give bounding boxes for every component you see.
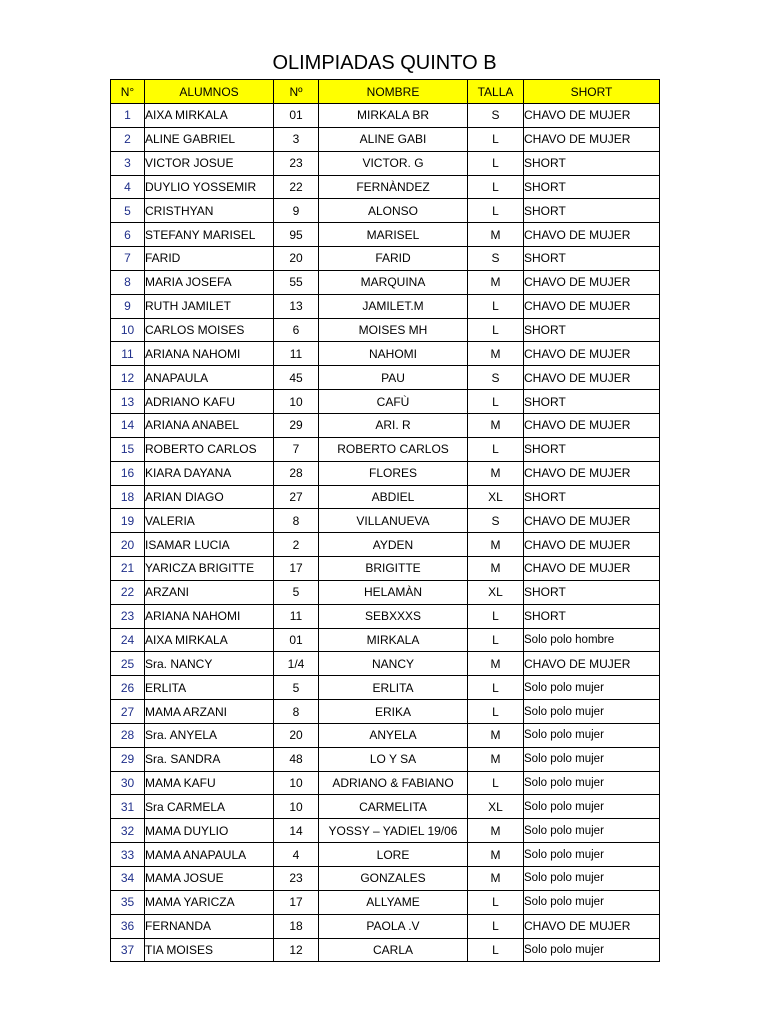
table-row: [111, 270, 660, 294]
table-row: [111, 795, 660, 819]
dorsal-cell: 7: [274, 437, 319, 461]
short-cell: SHORT: [524, 390, 660, 414]
nombre-cell: YOSSY – YADIEL 19/06: [319, 819, 468, 843]
short-cell: SHORT: [524, 580, 660, 604]
short-cell: CHAVO DE MUJER: [524, 914, 660, 938]
nombre-cell: ABDIEL: [319, 485, 468, 509]
short-cell: Solo polo mujer: [524, 676, 660, 700]
alumno-cell: VALERIA: [145, 509, 274, 533]
nombre-cell: ALONSO: [319, 199, 468, 223]
short-cell: CHAVO DE MUJER: [524, 533, 660, 557]
dorsal-cell: 01: [274, 628, 319, 652]
alumno-cell: ERLITA: [145, 676, 274, 700]
table-row: [111, 580, 660, 604]
short-cell: SHORT: [524, 199, 660, 223]
alumno-cell: ANAPAULA: [145, 366, 274, 390]
alumno-cell: FERNANDA: [145, 914, 274, 938]
short-cell: CHAVO DE MUJER: [524, 413, 660, 437]
talla-cell: L: [468, 390, 524, 414]
talla-cell: L: [468, 604, 524, 628]
short-cell: SHORT: [524, 151, 660, 175]
dorsal-cell: 2: [274, 533, 319, 557]
dorsal-cell: 13: [274, 294, 319, 318]
header-talla: TALLA: [468, 80, 524, 104]
dorsal-cell: 18: [274, 914, 319, 938]
talla-cell: M: [468, 533, 524, 557]
nombre-cell: FARID: [319, 247, 468, 271]
dorsal-cell: 5: [274, 580, 319, 604]
alumno-cell: FARID: [145, 247, 274, 271]
alumno-cell: Sra. ANYELA: [145, 723, 274, 747]
talla-cell: M: [468, 223, 524, 247]
row-number: 16: [111, 461, 145, 485]
table-row: [111, 652, 660, 676]
short-cell: Solo polo mujer: [524, 700, 660, 724]
row-number: 3: [111, 151, 145, 175]
talla-cell: L: [468, 890, 524, 914]
alumno-cell: ADRIANO KAFU: [145, 390, 274, 414]
alumno-cell: ARIAN DIAGO: [145, 485, 274, 509]
dorsal-cell: 10: [274, 795, 319, 819]
table-row: [111, 819, 660, 843]
nombre-cell: MIRKALA: [319, 628, 468, 652]
short-cell: CHAVO DE MUJER: [524, 270, 660, 294]
row-number: 36: [111, 914, 145, 938]
short-cell: Solo polo mujer: [524, 747, 660, 771]
alumno-cell: MAMA JOSUE: [145, 867, 274, 891]
dorsal-cell: 12: [274, 938, 319, 962]
row-number: 13: [111, 390, 145, 414]
short-cell: CHAVO DE MUJER: [524, 104, 660, 128]
nombre-cell: HELAMÀN: [319, 580, 468, 604]
nombre-cell: ADRIANO & FABIANO: [319, 771, 468, 795]
alumno-cell: ROBERTO CARLOS: [145, 437, 274, 461]
talla-cell: L: [468, 700, 524, 724]
alumno-cell: MAMA ARZANI: [145, 700, 274, 724]
nombre-cell: BRIGITTE: [319, 557, 468, 581]
row-number: 32: [111, 819, 145, 843]
table-row: [111, 723, 660, 747]
talla-cell: M: [468, 557, 524, 581]
page-title: OLIMPIADAS QUINTO B: [272, 52, 497, 74]
alumno-cell: TIA MOISES: [145, 938, 274, 962]
row-number: 24: [111, 628, 145, 652]
nombre-cell: PAOLA .V: [319, 914, 468, 938]
dorsal-cell: 10: [274, 390, 319, 414]
talla-cell: L: [468, 628, 524, 652]
talla-cell: M: [468, 652, 524, 676]
row-number: 15: [111, 437, 145, 461]
row-number: 2: [111, 127, 145, 151]
table-row: [111, 461, 660, 485]
talla-cell: M: [468, 867, 524, 891]
table-row: [111, 676, 660, 700]
talla-cell: M: [468, 747, 524, 771]
short-cell: SHORT: [524, 318, 660, 342]
dorsal-cell: 6: [274, 318, 319, 342]
table-row: [111, 366, 660, 390]
table-row: [111, 604, 660, 628]
short-cell: Solo polo mujer: [524, 795, 660, 819]
dorsal-cell: 29: [274, 413, 319, 437]
alumno-cell: Sra CARMELA: [145, 795, 274, 819]
alumno-cell: KIARA DAYANA: [145, 461, 274, 485]
table-row: [111, 914, 660, 938]
row-number: 4: [111, 175, 145, 199]
table-row: [111, 247, 660, 271]
dorsal-cell: 11: [274, 604, 319, 628]
alumno-cell: VICTOR JOSUE: [145, 151, 274, 175]
row-number: 12: [111, 366, 145, 390]
dorsal-cell: 45: [274, 366, 319, 390]
nombre-cell: MIRKALA BR: [319, 104, 468, 128]
nombre-cell: ROBERTO CARLOS: [319, 437, 468, 461]
alumno-cell: ALINE GABRIEL: [145, 127, 274, 151]
nombre-cell: SEBXXXS: [319, 604, 468, 628]
row-number: 11: [111, 342, 145, 366]
nombre-cell: CARLA: [319, 938, 468, 962]
dorsal-cell: 48: [274, 747, 319, 771]
short-cell: SHORT: [524, 604, 660, 628]
alumno-cell: YARICZA BRIGITTE: [145, 557, 274, 581]
alumno-cell: AIXA MIRKALA: [145, 104, 274, 128]
short-cell: Solo polo mujer: [524, 819, 660, 843]
alumno-cell: Sra. SANDRA: [145, 747, 274, 771]
nombre-cell: NANCY: [319, 652, 468, 676]
table-row: [111, 843, 660, 867]
alumno-cell: ARIANA NAHOMI: [145, 604, 274, 628]
table-row: [111, 413, 660, 437]
alumno-cell: DUYLIO YOSSEMIR: [145, 175, 274, 199]
table-row: [111, 437, 660, 461]
dorsal-cell: 11: [274, 342, 319, 366]
nombre-cell: ANYELA: [319, 723, 468, 747]
dorsal-cell: 28: [274, 461, 319, 485]
talla-cell: M: [468, 413, 524, 437]
nombre-cell: GONZALES: [319, 867, 468, 891]
table-row: [111, 294, 660, 318]
talla-cell: M: [468, 270, 524, 294]
nombre-cell: CAFÙ: [319, 390, 468, 414]
short-cell: SHORT: [524, 175, 660, 199]
alumno-cell: CARLOS MOISES: [145, 318, 274, 342]
short-cell: Solo polo hombre: [524, 628, 660, 652]
table-row: [111, 318, 660, 342]
nombre-cell: LO Y SA: [319, 747, 468, 771]
talla-cell: L: [468, 175, 524, 199]
nombre-cell: ERIKA: [319, 700, 468, 724]
table-row: [111, 867, 660, 891]
short-cell: Solo polo mujer: [524, 867, 660, 891]
header-num: N°: [111, 80, 145, 104]
row-number: 33: [111, 843, 145, 867]
dorsal-cell: 5: [274, 676, 319, 700]
short-cell: CHAVO DE MUJER: [524, 557, 660, 581]
row-number: 5: [111, 199, 145, 223]
short-cell: CHAVO DE MUJER: [524, 223, 660, 247]
talla-cell: M: [468, 819, 524, 843]
table-row: [111, 509, 660, 533]
row-number: 28: [111, 723, 145, 747]
nombre-cell: VICTOR. G: [319, 151, 468, 175]
table-row: [111, 700, 660, 724]
talla-cell: L: [468, 676, 524, 700]
table-row: [111, 199, 660, 223]
talla-cell: L: [468, 914, 524, 938]
short-cell: Solo polo mujer: [524, 890, 660, 914]
row-number: 1: [111, 104, 145, 128]
table-row: [111, 175, 660, 199]
dorsal-cell: 23: [274, 151, 319, 175]
table-row: [111, 533, 660, 557]
dorsal-cell: 8: [274, 509, 319, 533]
table-row: [111, 747, 660, 771]
alumno-cell: MAMA YARICZA: [145, 890, 274, 914]
alumno-cell: ARIANA ANABEL: [145, 413, 274, 437]
talla-cell: M: [468, 342, 524, 366]
dorsal-cell: 17: [274, 890, 319, 914]
header-alumnos: ALUMNOS: [145, 80, 274, 104]
table-row: [111, 890, 660, 914]
short-cell: Solo polo mujer: [524, 771, 660, 795]
dorsal-cell: 14: [274, 819, 319, 843]
talla-cell: L: [468, 437, 524, 461]
alumno-cell: AIXA MIRKALA: [145, 628, 274, 652]
short-cell: CHAVO DE MUJER: [524, 127, 660, 151]
row-number: 22: [111, 580, 145, 604]
table-header-row: [111, 80, 660, 104]
header-short: SHORT: [524, 80, 660, 104]
short-cell: Solo polo mujer: [524, 723, 660, 747]
talla-cell: L: [468, 151, 524, 175]
row-number: 7: [111, 247, 145, 271]
short-cell: CHAVO DE MUJER: [524, 342, 660, 366]
alumno-cell: MAMA KAFU: [145, 771, 274, 795]
dorsal-cell: 20: [274, 247, 319, 271]
nombre-cell: MOISES MH: [319, 318, 468, 342]
row-number: 21: [111, 557, 145, 581]
nombre-cell: LORE: [319, 843, 468, 867]
dorsal-cell: 3: [274, 127, 319, 151]
talla-cell: L: [468, 127, 524, 151]
dorsal-cell: 1/4: [274, 652, 319, 676]
dorsal-cell: 23: [274, 867, 319, 891]
alumno-cell: Sra. NANCY: [145, 652, 274, 676]
dorsal-cell: 8: [274, 700, 319, 724]
table-row: [111, 104, 660, 128]
table-row: [111, 628, 660, 652]
talla-cell: M: [468, 461, 524, 485]
nombre-cell: FLORES: [319, 461, 468, 485]
row-number: 9: [111, 294, 145, 318]
alumno-cell: ARIANA NAHOMI: [145, 342, 274, 366]
short-cell: SHORT: [524, 247, 660, 271]
talla-cell: S: [468, 104, 524, 128]
table-body: [111, 104, 660, 962]
row-number: 25: [111, 652, 145, 676]
row-number: 26: [111, 676, 145, 700]
row-number: 30: [111, 771, 145, 795]
table-row: [111, 127, 660, 151]
short-cell: CHAVO DE MUJER: [524, 652, 660, 676]
short-cell: CHAVO DE MUJER: [524, 461, 660, 485]
dorsal-cell: 20: [274, 723, 319, 747]
row-number: 8: [111, 270, 145, 294]
table-row: [111, 557, 660, 581]
table-row: [111, 938, 660, 962]
row-number: 19: [111, 509, 145, 533]
header-dorsal: Nº: [274, 80, 319, 104]
nombre-cell: JAMILET.M: [319, 294, 468, 318]
nombre-cell: PAU: [319, 366, 468, 390]
short-cell: SHORT: [524, 485, 660, 509]
alumno-cell: RUTH JAMILET: [145, 294, 274, 318]
alumno-cell: ISAMAR LUCIA: [145, 533, 274, 557]
dorsal-cell: 27: [274, 485, 319, 509]
row-number: 6: [111, 223, 145, 247]
alumno-cell: ARZANI: [145, 580, 274, 604]
talla-cell: M: [468, 723, 524, 747]
talla-cell: L: [468, 318, 524, 342]
row-number: 23: [111, 604, 145, 628]
roster-table: [110, 79, 660, 962]
row-number: 20: [111, 533, 145, 557]
talla-cell: S: [468, 247, 524, 271]
table-row: [111, 485, 660, 509]
nombre-cell: FERNÀNDEZ: [319, 175, 468, 199]
nombre-cell: ALLYAME: [319, 890, 468, 914]
dorsal-cell: 95: [274, 223, 319, 247]
short-cell: CHAVO DE MUJER: [524, 509, 660, 533]
row-number: 31: [111, 795, 145, 819]
table-row: [111, 342, 660, 366]
talla-cell: XL: [468, 795, 524, 819]
table-row: [111, 151, 660, 175]
nombre-cell: VILLANUEVA: [319, 509, 468, 533]
talla-cell: L: [468, 199, 524, 223]
short-cell: CHAVO DE MUJER: [524, 294, 660, 318]
dorsal-cell: 17: [274, 557, 319, 581]
row-number: 34: [111, 867, 145, 891]
talla-cell: L: [468, 771, 524, 795]
table-row: [111, 771, 660, 795]
talla-cell: XL: [468, 580, 524, 604]
short-cell: Solo polo mujer: [524, 938, 660, 962]
nombre-cell: ERLITA: [319, 676, 468, 700]
dorsal-cell: 55: [274, 270, 319, 294]
row-number: 18: [111, 485, 145, 509]
row-number: 27: [111, 700, 145, 724]
talla-cell: S: [468, 509, 524, 533]
alumno-cell: MAMA ANAPAULA: [145, 843, 274, 867]
nombre-cell: CARMELITA: [319, 795, 468, 819]
nombre-cell: ARI. R: [319, 413, 468, 437]
alumno-cell: STEFANY MARISEL: [145, 223, 274, 247]
nombre-cell: NAHOMI: [319, 342, 468, 366]
dorsal-cell: 22: [274, 175, 319, 199]
dorsal-cell: 4: [274, 843, 319, 867]
row-number: 37: [111, 938, 145, 962]
row-number: 14: [111, 413, 145, 437]
alumno-cell: MAMA DUYLIO: [145, 819, 274, 843]
row-number: 10: [111, 318, 145, 342]
talla-cell: XL: [468, 485, 524, 509]
nombre-cell: MARQUINA: [319, 270, 468, 294]
talla-cell: L: [468, 938, 524, 962]
nombre-cell: ALINE GABI: [319, 127, 468, 151]
nombre-cell: MARISEL: [319, 223, 468, 247]
short-cell: CHAVO DE MUJER: [524, 366, 660, 390]
table-row: [111, 223, 660, 247]
dorsal-cell: 01: [274, 104, 319, 128]
row-number: 35: [111, 890, 145, 914]
nombre-cell: AYDEN: [319, 533, 468, 557]
header-nombre: NOMBRE: [319, 80, 468, 104]
alumno-cell: MARIA JOSEFA: [145, 270, 274, 294]
dorsal-cell: 10: [274, 771, 319, 795]
talla-cell: M: [468, 843, 524, 867]
table-row: [111, 390, 660, 414]
row-number: 29: [111, 747, 145, 771]
dorsal-cell: 9: [274, 199, 319, 223]
talla-cell: S: [468, 366, 524, 390]
short-cell: Solo polo mujer: [524, 843, 660, 867]
talla-cell: L: [468, 294, 524, 318]
short-cell: SHORT: [524, 437, 660, 461]
alumno-cell: CRISTHYAN: [145, 199, 274, 223]
